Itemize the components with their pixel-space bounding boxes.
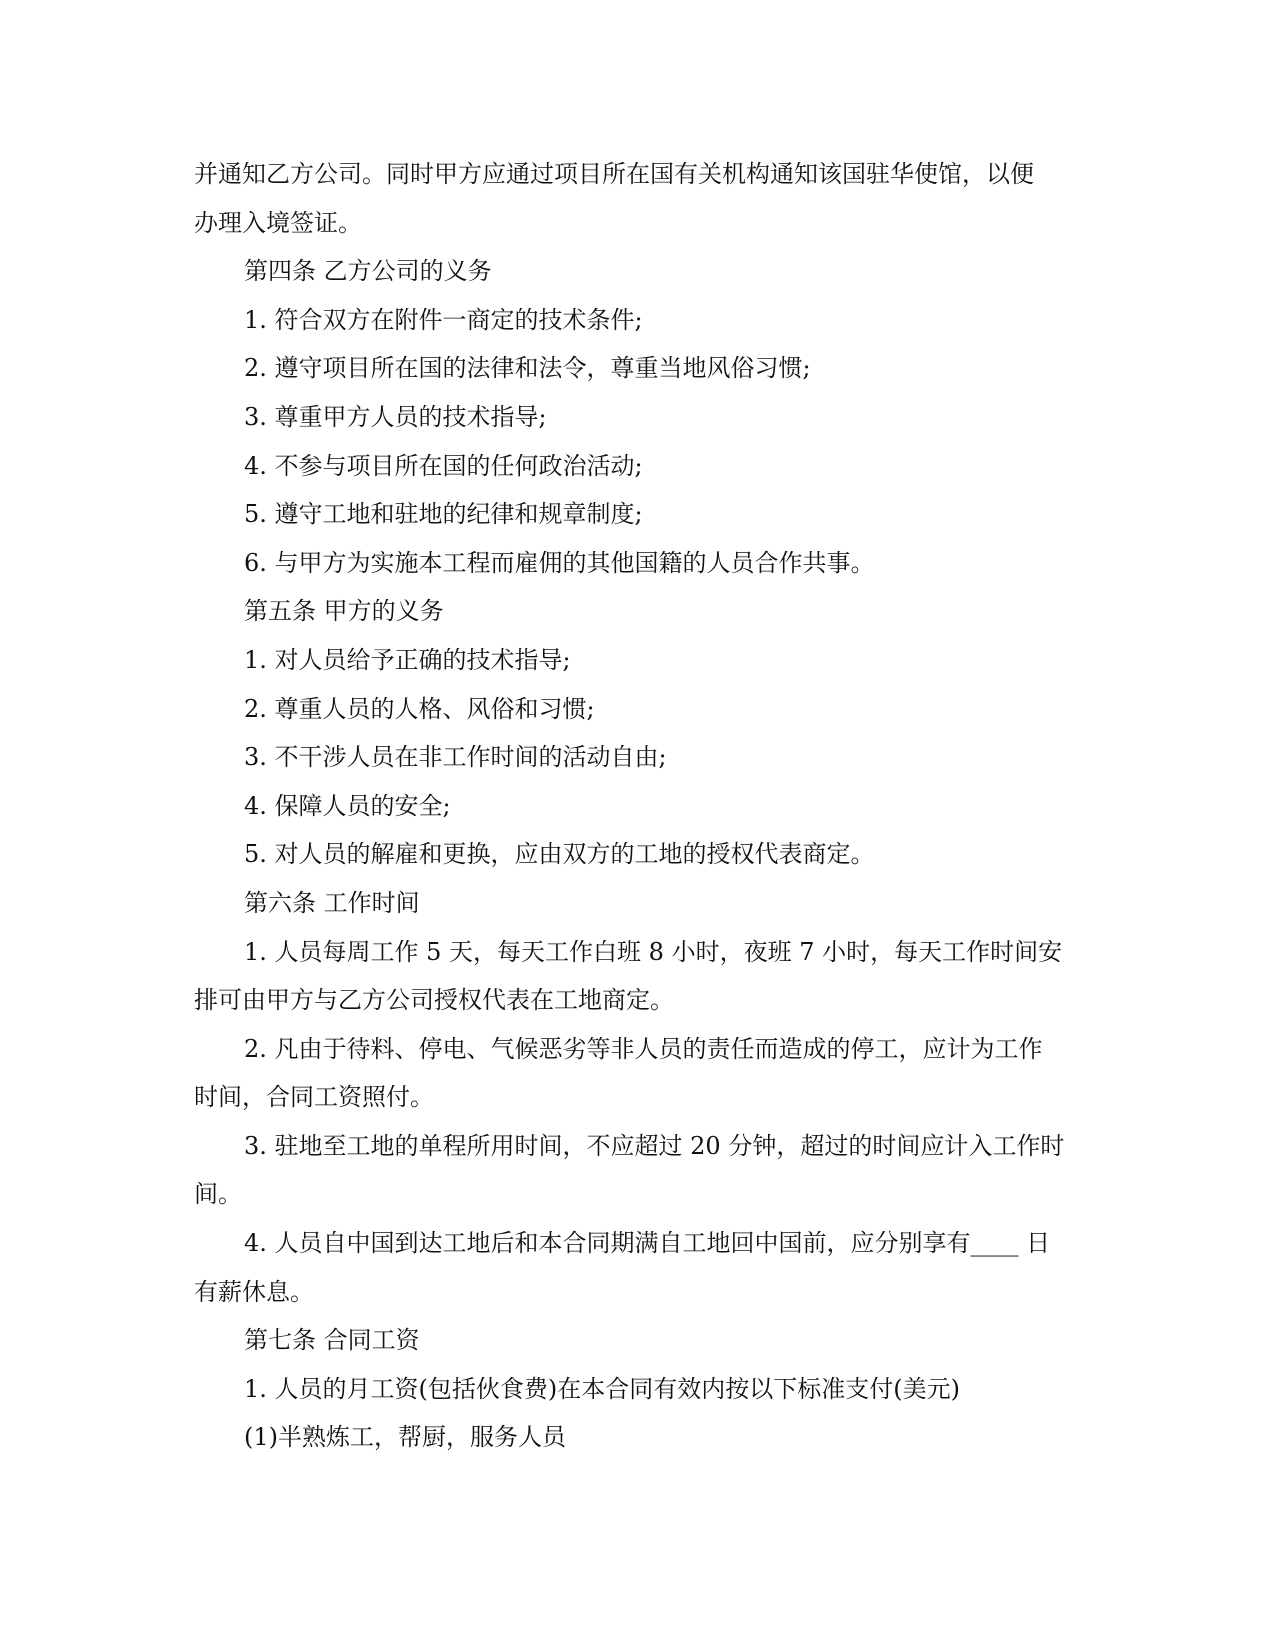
list-item: 3. 尊重甲方人员的技术指导; bbox=[244, 402, 547, 431]
text-line: 间。 bbox=[194, 1180, 242, 1209]
list-item: 5. 遵守工地和驻地的纪律和规章制度; bbox=[244, 500, 643, 529]
text-line: 办理入境签证。 bbox=[194, 208, 362, 237]
article-heading: 第六条 工作时间 bbox=[244, 888, 420, 917]
article-heading: 第七条 合同工资 bbox=[244, 1326, 420, 1355]
text-line: 时间，合同工资照付。 bbox=[194, 1083, 434, 1112]
article-heading: 第五条 甲方的义务 bbox=[244, 597, 444, 626]
document-body bbox=[194, 150, 1094, 1462]
list-item: 4. 人员自中国到达工地后和本合同期满自工地回中国前，应分别享有____ 日 bbox=[244, 1229, 1051, 1258]
list-item: 1. 人员的月工资(包括伙食费)在本合同有效内按以下标准支付(美元) bbox=[244, 1374, 960, 1403]
text-line: 有薪休息。 bbox=[194, 1277, 314, 1306]
text-line: 排可由甲方与乙方公司授权代表在工地商定。 bbox=[194, 986, 674, 1015]
list-item: 2. 遵守项目所在国的法律和法令，尊重当地风俗习惯; bbox=[244, 354, 811, 383]
list-item: 5. 对人员的解雇和更换，应由双方的工地的授权代表商定。 bbox=[244, 840, 875, 869]
list-item: 1. 对人员给予正确的技术指导; bbox=[244, 645, 571, 674]
list-item: 4. 保障人员的安全; bbox=[244, 791, 451, 820]
list-item: 3. 不干涉人员在非工作时间的活动自由; bbox=[244, 743, 667, 772]
list-item: 1. 符合双方在附件一商定的技术条件; bbox=[244, 305, 643, 334]
list-item: 2. 凡由于待料、停电、气候恶劣等非人员的责任而造成的停工，应计为工作 bbox=[244, 1034, 1043, 1063]
list-item: 3. 驻地至工地的单程所用时间，不应超过 20 分钟，超过的时间应计入工作时 bbox=[244, 1131, 1065, 1160]
list-item: 1. 人员每周工作 5 天，每天工作白班 8 小时，夜班 7 小时，每天工作时间安 bbox=[244, 937, 1063, 966]
list-item: 6. 与甲方为实施本工程而雇佣的其他国籍的人员合作共事。 bbox=[244, 548, 875, 577]
list-item: 2. 尊重人员的人格、风俗和习惯; bbox=[244, 694, 595, 723]
list-item: 4. 不参与项目所在国的任何政治活动; bbox=[244, 451, 643, 480]
list-item: (1)半熟炼工，帮厨，服务人员 bbox=[244, 1423, 566, 1452]
article-heading: 第四条 乙方公司的义务 bbox=[244, 257, 492, 286]
text-line: 并通知乙方公司。同时甲方应通过项目所在国有关机构通知该国驻华使馆，以便 bbox=[194, 160, 1034, 188]
